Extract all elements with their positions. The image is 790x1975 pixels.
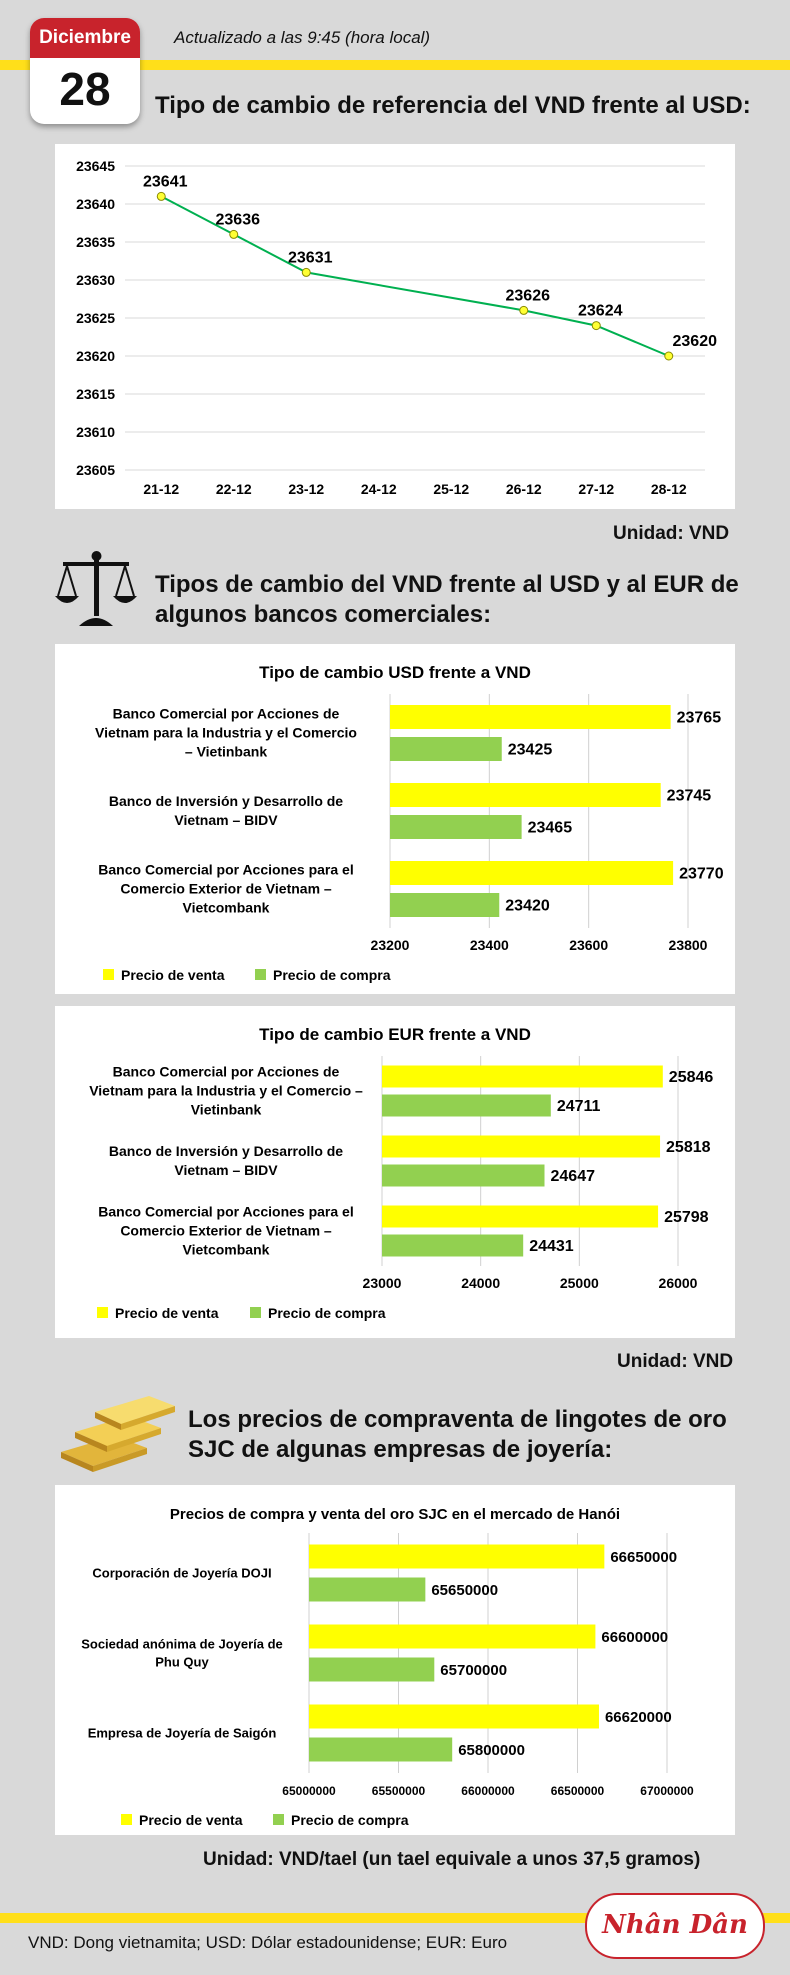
- x-tick-label: 65000000: [282, 1784, 336, 1798]
- gold-title-line1: Los precios de compraventa de lingotes de oro: [188, 1406, 727, 1433]
- gold-title: [188, 1405, 727, 1465]
- category-label: Banco de Inversión y Desarrollo de: [108, 793, 344, 810]
- bar: [309, 1658, 434, 1682]
- bar: [382, 1136, 660, 1158]
- bar: [309, 1545, 604, 1569]
- x-tick-label: 23600: [569, 937, 609, 953]
- ref-rate-chart-panel: [55, 144, 735, 509]
- category-label: Comercio Exterior de Vietnam –: [120, 1222, 332, 1239]
- data-point: [665, 352, 673, 360]
- date-day: 28: [59, 63, 111, 115]
- data-label: 23745: [666, 787, 712, 805]
- x-tick-label: 23400: [469, 937, 509, 953]
- chart-title: Precios de compra y venta del oro SJC en el mercado de Hanói: [169, 1506, 621, 1523]
- usd-banks-bar-chart: [55, 644, 735, 994]
- legend-label: Precio de compra: [268, 1305, 386, 1321]
- updated-time: Actualizado a las 9:45 (hora local): [174, 28, 431, 47]
- category-label: Phu Quy: [155, 1654, 209, 1670]
- date-month: Diciembre: [30, 18, 140, 58]
- y-tick-label: 23615: [76, 386, 115, 402]
- bar: [390, 737, 502, 761]
- category-label: Vietnam – BIDV: [174, 1162, 278, 1179]
- category-label: Banco Comercial por Acciones de: [112, 1063, 340, 1080]
- gold-bars-icon: [55, 1392, 181, 1474]
- y-tick-label: 23610: [76, 424, 115, 440]
- category-label: Corporación de Joyería DOJI: [92, 1565, 272, 1581]
- data-label: 65650000: [431, 1581, 499, 1599]
- y-tick-label: 23640: [76, 196, 115, 212]
- data-label: 65700000: [440, 1661, 508, 1679]
- data-point: [302, 268, 310, 276]
- category-label: Vietinbank: [190, 1101, 262, 1118]
- data-label: 66600000: [601, 1628, 669, 1646]
- gold-chart-panel: [55, 1485, 735, 1835]
- gold-unit: Unidad: VND/tael (un tael equivale a unos 37,5 gramos): [203, 1849, 701, 1870]
- legend-swatch: [273, 1814, 284, 1825]
- x-tick-label: 66500000: [550, 1784, 605, 1798]
- x-tick-label: 26-12: [505, 481, 542, 497]
- data-label: 24711: [556, 1098, 601, 1116]
- legend-label: Precio de venta: [121, 967, 225, 983]
- eur-banks-bar-chart: [55, 1006, 735, 1338]
- legend-swatch: [103, 969, 114, 980]
- data-point: [157, 192, 165, 200]
- bar: [390, 893, 499, 917]
- data-label: 25818: [666, 1139, 711, 1157]
- gold-price-bar-chart: [55, 1485, 735, 1835]
- x-tick-label: 28-12: [650, 481, 687, 497]
- legend-swatch: [250, 1307, 261, 1318]
- data-label: 66620000: [604, 1708, 672, 1726]
- gold-title-line2: SJC de algunas empresas de joyería:: [188, 1436, 613, 1463]
- x-tick-label: 23000: [362, 1275, 402, 1291]
- y-tick-label: 23645: [76, 158, 115, 174]
- footer-legend: VND: Dong vietnamita; USD: Dólar estadounidense; EUR: Euro: [28, 1933, 508, 1952]
- data-label: 25798: [664, 1209, 709, 1227]
- data-point: [592, 322, 600, 330]
- balance-scale-icon: [55, 548, 137, 630]
- data-label: 23620: [672, 333, 717, 350]
- x-tick-label: 66000000: [461, 1784, 515, 1798]
- category-label: Banco Comercial por Acciones para el: [98, 1203, 354, 1220]
- legend-label: Precio de compra: [273, 967, 391, 983]
- data-label: 23641: [143, 173, 188, 191]
- eur-banks-chart-panel: [55, 1006, 735, 1338]
- bar: [390, 815, 522, 839]
- ref-rate-line-chart: [55, 144, 735, 509]
- x-tick-label: 65500000: [371, 1784, 426, 1798]
- category-label: Empresa de Joyería de Saigón: [87, 1725, 277, 1741]
- data-label: 23624: [578, 302, 623, 320]
- data-label: 23631: [288, 249, 333, 267]
- date-badge: [30, 18, 140, 124]
- data-label: 24647: [550, 1168, 596, 1186]
- x-tick-label: 26000: [658, 1275, 698, 1291]
- category-label: Vietnam para la Industria y el Comercio: [95, 724, 357, 741]
- bar: [390, 861, 673, 885]
- x-tick-label: 25000: [559, 1275, 599, 1291]
- x-tick-label: 27-12: [578, 481, 615, 497]
- category-label: Vietnam para la Industria y el Comercio –: [89, 1082, 363, 1099]
- chart-title: Tipo de cambio USD frente a VND: [259, 663, 531, 682]
- category-label: – Vietinbank: [184, 743, 268, 760]
- data-label: 23636: [215, 211, 260, 229]
- usd-banks-chart-panel: [55, 644, 735, 994]
- y-tick-label: 23620: [76, 348, 115, 364]
- x-tick-label: 23200: [370, 937, 410, 953]
- legend-swatch: [255, 969, 266, 980]
- data-label: 23626: [505, 287, 550, 305]
- bar: [309, 1625, 595, 1649]
- y-tick-label: 23605: [76, 462, 115, 478]
- banks-title-line2: algunos bancos comerciales:: [155, 601, 492, 628]
- category-label: Vietcombank: [182, 899, 270, 916]
- banks-title: [155, 570, 739, 630]
- category-label: Banco Comercial por Acciones de: [112, 705, 340, 722]
- data-label: 24431: [529, 1238, 574, 1256]
- category-label: Comercio Exterior de Vietnam –: [120, 880, 332, 897]
- chart-title: Tipo de cambio EUR frente a VND: [259, 1025, 531, 1044]
- x-tick-label: 24-12: [360, 481, 397, 497]
- y-tick-label: 23630: [76, 272, 115, 288]
- x-tick-label: 25-12: [433, 481, 470, 497]
- nhan-dan-logo: Nhân Dân: [585, 1893, 765, 1959]
- data-label: 23425: [507, 741, 553, 759]
- data-label: 23420: [505, 897, 550, 915]
- bar: [390, 783, 661, 807]
- x-tick-label: 24000: [461, 1275, 501, 1291]
- data-point: [230, 230, 238, 238]
- bar: [382, 1206, 658, 1228]
- category-label: Banco Comercial por Acciones para el: [98, 861, 354, 878]
- y-tick-label: 23635: [76, 234, 115, 250]
- x-tick-label: 22-12: [215, 481, 252, 497]
- data-label: 66650000: [610, 1548, 678, 1566]
- data-point: [520, 306, 528, 314]
- data-label: 25846: [668, 1069, 714, 1087]
- legend-label: Precio de venta: [115, 1305, 219, 1321]
- data-label: 65800000: [458, 1741, 525, 1759]
- bar: [382, 1235, 523, 1257]
- category-label: Banco de Inversión y Desarrollo de: [108, 1143, 344, 1160]
- data-label: 23770: [679, 865, 724, 883]
- bar: [382, 1095, 551, 1117]
- bar: [309, 1578, 425, 1602]
- x-tick-label: 23-12: [288, 481, 325, 497]
- legend-label: Precio de compra: [291, 1812, 409, 1828]
- y-tick-label: 23625: [76, 310, 115, 326]
- bar: [309, 1738, 452, 1762]
- legend-swatch: [121, 1814, 132, 1825]
- banks-unit: Unidad: VND: [617, 1351, 734, 1372]
- legend-label: Precio de venta: [139, 1812, 243, 1828]
- x-tick-label: 21-12: [143, 481, 180, 497]
- category-label: Vietcombank: [182, 1241, 270, 1258]
- ref-rate-title: Tipo de cambio de referencia del VND frente al USD:: [155, 92, 751, 119]
- category-label: Vietnam – BIDV: [174, 812, 278, 829]
- data-label: 23465: [527, 819, 573, 837]
- category-label: Sociedad anónima de Joyería de: [81, 1636, 283, 1652]
- data-label: 23765: [676, 709, 722, 727]
- legend-swatch: [97, 1307, 108, 1318]
- ref-rate-unit: Unidad: VND: [613, 523, 730, 544]
- banks-title-line1: Tipos de cambio del VND frente al USD y al EUR de: [155, 571, 739, 598]
- x-tick-label: 23800: [668, 937, 708, 953]
- bar: [382, 1165, 545, 1187]
- bar: [390, 705, 671, 729]
- x-tick-label: 67000000: [640, 1784, 694, 1798]
- bar: [382, 1066, 663, 1088]
- bar: [309, 1705, 599, 1729]
